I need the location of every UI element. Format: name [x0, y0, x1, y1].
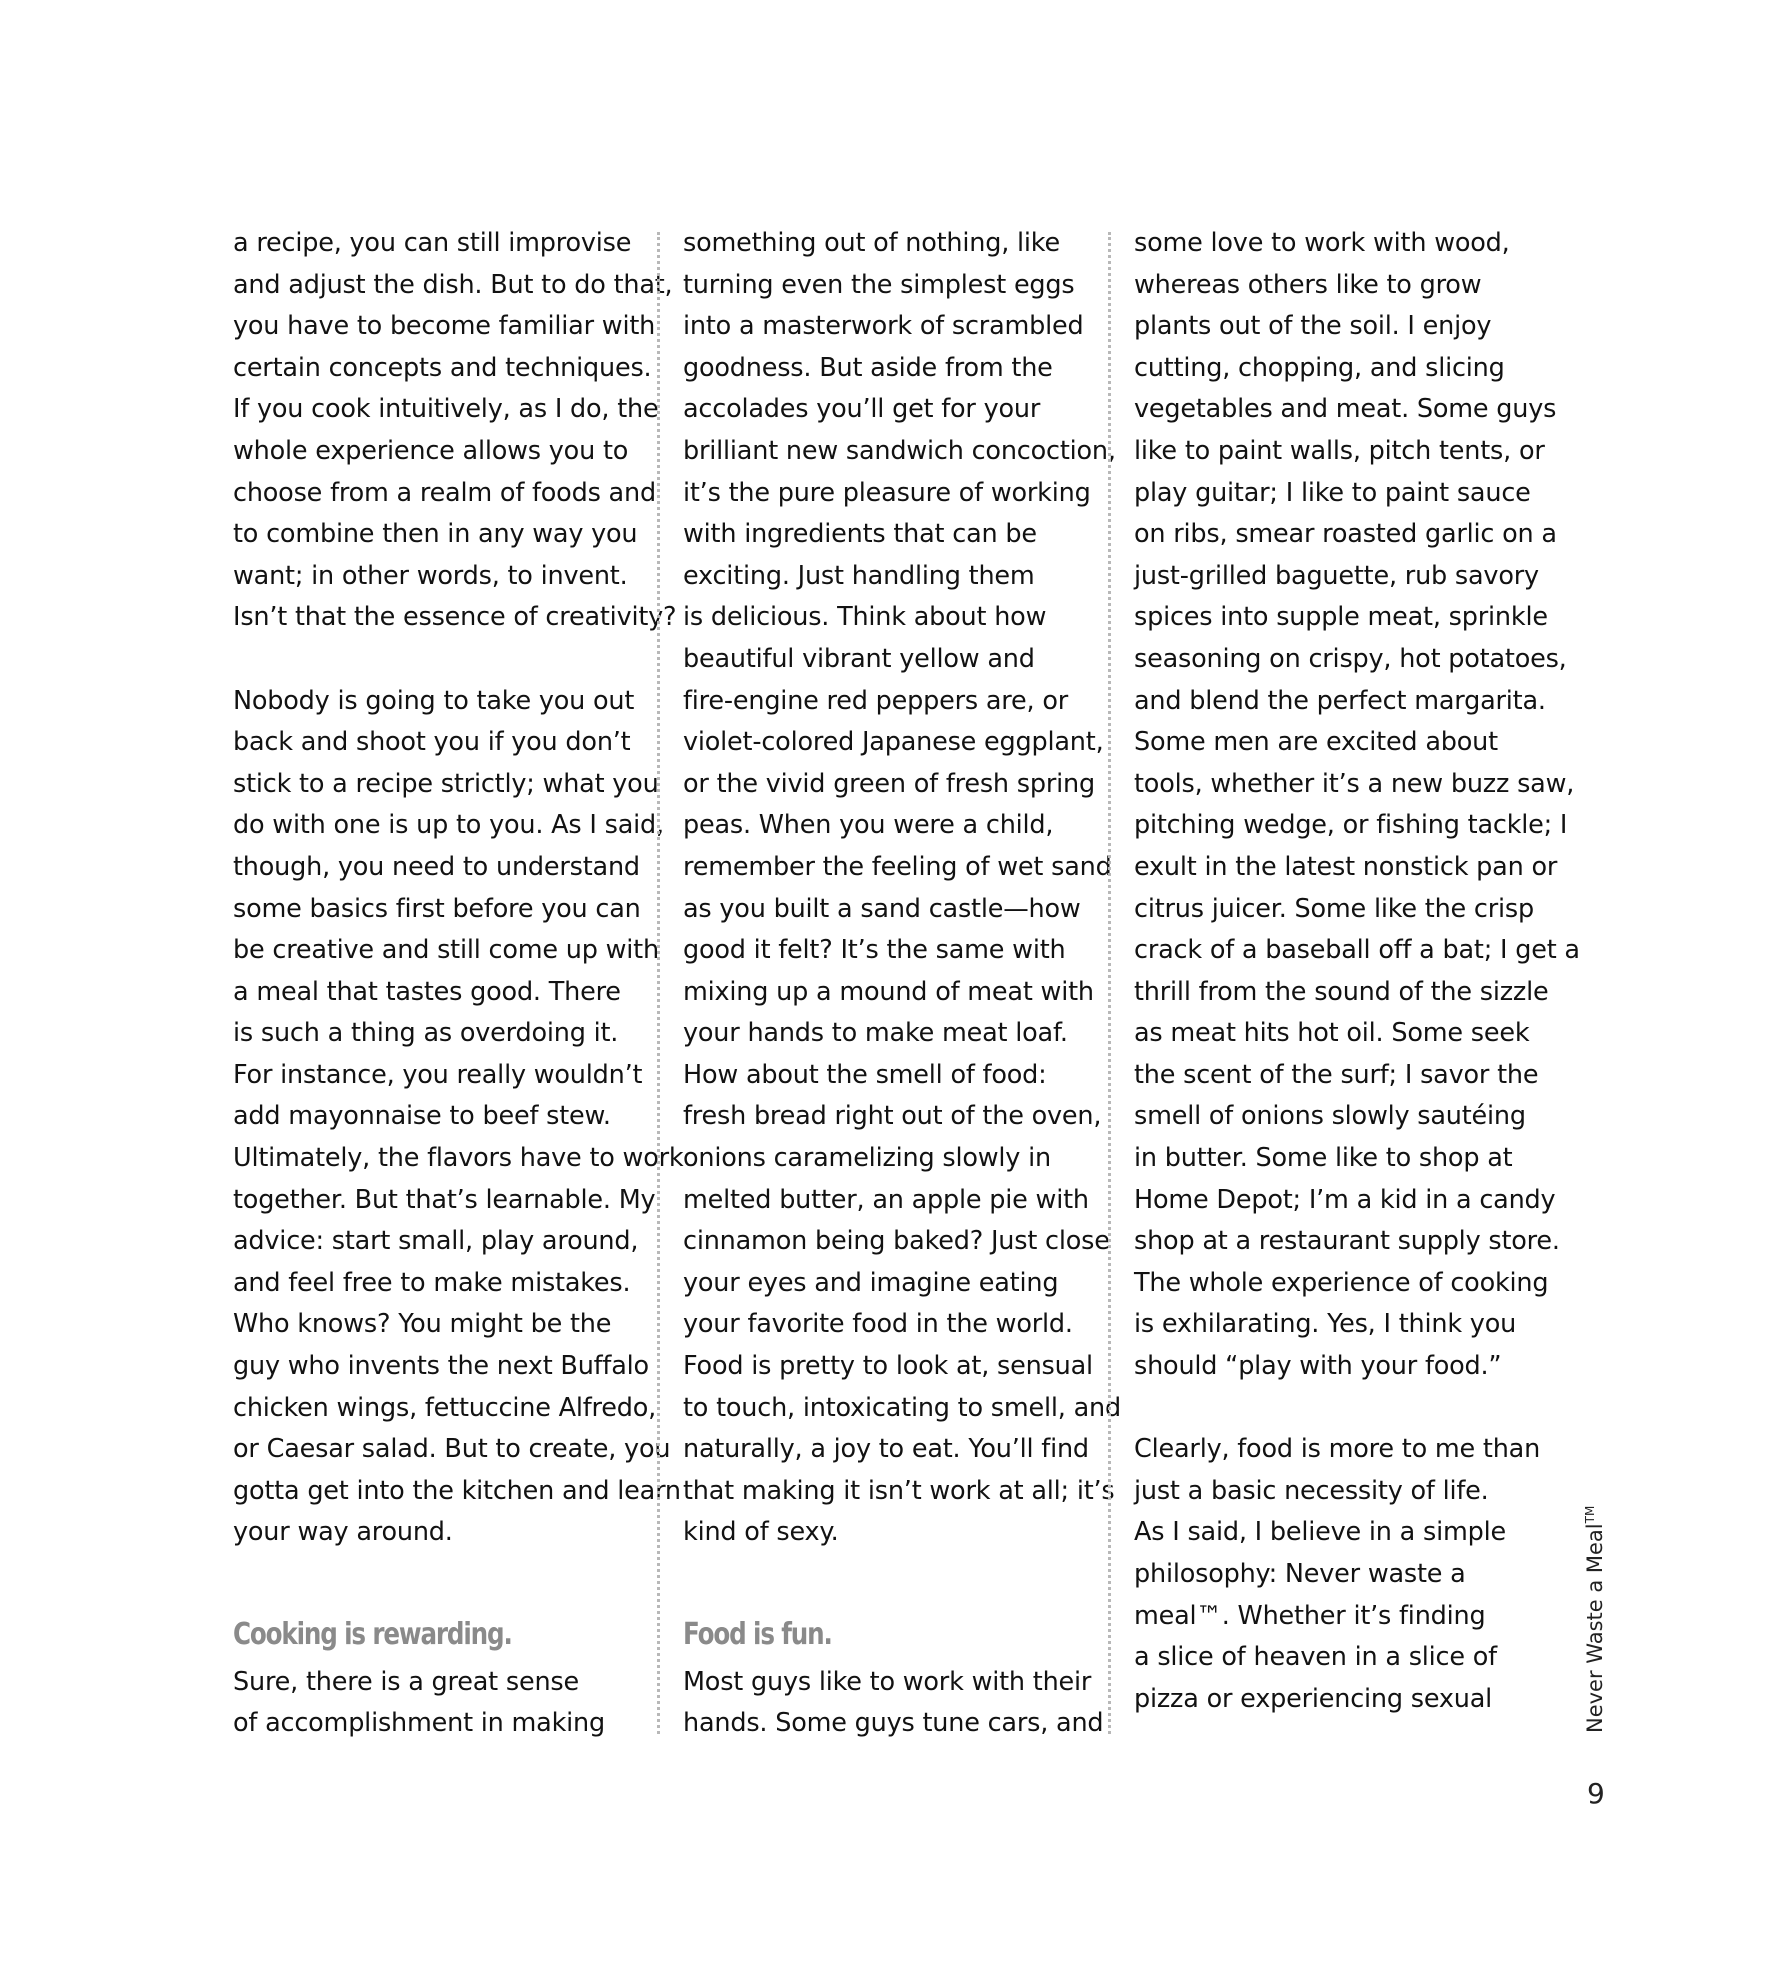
- text-line: Who knows? You might be the: [233, 1309, 612, 1340]
- text-line: just-grilled baguette, rub savory: [1134, 560, 1539, 591]
- text-line: Isn’t that the essence of creativity?: [233, 602, 677, 633]
- text-line: goodness. But aside from the: [683, 352, 1053, 383]
- text-line: is such a thing as overdoing it.: [233, 1018, 619, 1049]
- text-line: chicken wings, fettuccine Alfredo,: [233, 1392, 657, 1423]
- text-line: and blend the perfect margarita.: [1134, 685, 1546, 716]
- text-line: thrill from the sound of the sizzle: [1134, 976, 1549, 1007]
- text-line: to combine then in any way you: [233, 519, 638, 550]
- text-line: some basics first before you can: [233, 893, 641, 924]
- running-head-title: Never Waste a Meal: [1583, 1523, 1607, 1733]
- text-line: do with one is up to you. As I said,: [233, 810, 664, 841]
- text-line: cinnamon being baked? Just close: [683, 1226, 1110, 1257]
- text-line: you have to become familiar with: [233, 311, 656, 342]
- text-line: onions caramelizing slowly in: [683, 1143, 1051, 1174]
- section-heading-cooking-is-rewarding: Cooking is rewarding.: [233, 1616, 512, 1652]
- text-column-3: [1134, 223, 1580, 1720]
- text-line: brilliant new sandwich concoction,: [683, 435, 1116, 466]
- text-line: your way around.: [233, 1517, 453, 1548]
- text-line: and feel free to make mistakes.: [233, 1267, 631, 1298]
- text-line: Most guys like to work with their: [683, 1666, 1092, 1697]
- text-line: kind of sexy.: [683, 1517, 839, 1548]
- text-line: guy who invents the next Buffalo: [233, 1351, 649, 1382]
- text-line: with ingredients that can be: [683, 519, 1037, 550]
- text-line: gotta get into the kitchen and learn: [233, 1475, 681, 1506]
- running-head: [1583, 1506, 1607, 1733]
- text-line: fire-engine red peppers are, or: [683, 685, 1069, 716]
- text-line: is delicious. Think about how: [683, 602, 1047, 633]
- text-line: pizza or experiencing sexual: [1134, 1683, 1493, 1714]
- text-line: and adjust the dish. But to do that,: [233, 269, 673, 300]
- text-line: it’s the pure pleasure of working: [683, 477, 1091, 508]
- text-line: Home Depot; I’m a kid in a candy: [1134, 1184, 1556, 1215]
- column-divider-2: [1108, 232, 1111, 1734]
- text-line: As I said, I believe in a simple: [1134, 1517, 1506, 1548]
- text-line: your eyes and imagine eating: [683, 1267, 1059, 1298]
- text-line: your hands to make meat loaf.: [683, 1018, 1068, 1049]
- column-2-body: [683, 223, 1121, 1596]
- text-line: plants out of the soil. I enjoy: [1134, 311, 1492, 342]
- text-line: or Caesar salad. But to create, you: [233, 1434, 671, 1465]
- text-line: If you cook intuitively, as I do, the: [233, 394, 659, 425]
- text-line: remember the feeling of wet sand: [683, 851, 1112, 882]
- text-line: seasoning on crispy, hot potatoes,: [1134, 643, 1567, 674]
- text-line: though, you need to understand: [233, 851, 640, 882]
- text-line: Clearly, food is more to me than: [1134, 1434, 1541, 1465]
- column-1-after-heading: [233, 1662, 638, 1745]
- text-line: on ribs, smear roasted garlic on a: [1134, 519, 1557, 550]
- text-line: the scent of the surf; I savor the: [1134, 1059, 1539, 1090]
- text-line: mixing up a mound of meat with: [683, 976, 1094, 1007]
- text-line: into a masterwork of scrambled: [683, 311, 1084, 342]
- text-line: to touch, intoxicating to smell, and: [683, 1392, 1121, 1423]
- text-line: in butter. Some like to shop at: [1134, 1143, 1513, 1174]
- text-line: Some men are excited about: [1134, 727, 1498, 758]
- section-heading-food-is-fun: Food is fun.: [683, 1616, 832, 1652]
- text-line: play guitar; I like to paint sauce: [1134, 477, 1531, 508]
- text-line: spices into supple meat, sprinkle: [1134, 602, 1548, 633]
- text-line: a slice of heaven in a slice of: [1134, 1642, 1497, 1673]
- text-line: as you built a sand castle—how: [683, 893, 1081, 924]
- column-divider-1: [657, 232, 660, 1734]
- text-line: together. But that’s learnable. My: [233, 1184, 656, 1215]
- text-line: certain concepts and techniques.: [233, 352, 652, 383]
- text-line: just a basic necessity of life.: [1134, 1475, 1489, 1506]
- text-line: hands. Some guys tune cars, and: [683, 1708, 1104, 1739]
- text-line: Ultimately, the flavors have to work: [233, 1143, 684, 1174]
- text-line: How about the smell of food:: [683, 1059, 1047, 1090]
- text-line: citrus juicer. Some like the crisp: [1134, 893, 1534, 924]
- text-column-1: [233, 223, 684, 1745]
- text-line: The whole experience of cooking: [1134, 1267, 1549, 1298]
- paragraph-break: [233, 1554, 638, 1596]
- text-line: a recipe, you can still improvise: [233, 228, 632, 258]
- column-1-body: [233, 223, 684, 1596]
- text-line: vegetables and meat. Some guys: [1134, 394, 1557, 425]
- column-3-body: [1134, 223, 1580, 1720]
- text-column-2: [683, 223, 1121, 1745]
- text-line: tools, whether it’s a new buzz saw,: [1134, 768, 1575, 799]
- text-line: meal™. Whether it’s finding: [1134, 1600, 1486, 1631]
- text-line: or the vivid green of fresh spring: [683, 768, 1095, 799]
- paragraph-break: [1134, 1388, 1539, 1430]
- text-line: For instance, you really wouldn’t: [233, 1059, 643, 1090]
- text-line: advice: start small, play around,: [233, 1226, 639, 1257]
- text-line: a meal that tastes good. There: [233, 976, 621, 1007]
- text-line: that making it isn’t work at all; it’s: [683, 1475, 1115, 1506]
- text-line: Food is pretty to look at, sensual: [683, 1351, 1093, 1382]
- text-line: back and shoot you if you don’t: [233, 727, 631, 758]
- column-2-after-heading: [683, 1662, 1104, 1745]
- trademark-mark: TM: [1583, 1505, 1597, 1524]
- text-line: whole experience allows you to: [233, 435, 629, 466]
- text-line: whereas others like to grow: [1134, 269, 1482, 300]
- text-line: add mayonnaise to beef stew.: [233, 1101, 611, 1132]
- text-line: should “play with your food.”: [1134, 1351, 1502, 1382]
- text-line: violet-colored Japanese eggplant,: [683, 727, 1104, 758]
- text-line: is exhilarating. Yes, I think you: [1134, 1309, 1517, 1340]
- text-line: of accomplishment in making: [233, 1708, 606, 1739]
- paragraph-break: [683, 1554, 1088, 1596]
- text-line: like to paint walls, pitch tents, or: [1134, 435, 1545, 466]
- text-line: naturally, a joy to eat. You’ll find: [683, 1434, 1089, 1465]
- text-line: fresh bread right out of the oven,: [683, 1101, 1102, 1132]
- text-line: your favorite food in the world.: [683, 1309, 1073, 1340]
- text-line: good it felt? It’s the same with: [683, 935, 1066, 966]
- text-line: Sure, there is a great sense: [233, 1666, 579, 1697]
- text-line: cutting, chopping, and slicing: [1134, 352, 1505, 383]
- text-line: shop at a restaurant supply store.: [1134, 1226, 1560, 1257]
- text-line: be creative and still come up with: [233, 935, 659, 966]
- text-line: philosophy: Never waste a: [1134, 1559, 1466, 1589]
- text-line: melted butter, an apple pie with: [683, 1184, 1089, 1215]
- paragraph-break: [233, 639, 638, 681]
- text-line: peas. When you were a child,: [683, 810, 1054, 841]
- page-number: 9: [1587, 1777, 1605, 1810]
- text-line: turning even the simplest eggs: [683, 269, 1075, 300]
- text-line: choose from a realm of foods and: [233, 477, 656, 508]
- text-line: crack of a baseball off a bat; I get a: [1134, 935, 1580, 966]
- text-line: accolades you’ll get for your: [683, 394, 1041, 425]
- text-line: Nobody is going to take you out: [233, 685, 635, 716]
- text-line: smell of onions slowly sautéing: [1134, 1101, 1526, 1132]
- text-line: something out of nothing, like: [683, 228, 1060, 258]
- text-line: exult in the latest nonstick pan or: [1134, 851, 1558, 882]
- text-line: stick to a recipe strictly; what you: [233, 768, 659, 799]
- text-line: some love to work with wood,: [1134, 228, 1510, 258]
- text-line: beautiful vibrant yellow and: [683, 643, 1035, 674]
- text-line: want; in other words, to invent.: [233, 560, 628, 591]
- text-line: as meat hits hot oil. Some seek: [1134, 1018, 1530, 1049]
- text-line: pitching wedge, or fishing tackle; I: [1134, 810, 1568, 841]
- text-line: exciting. Just handling them: [683, 560, 1035, 591]
